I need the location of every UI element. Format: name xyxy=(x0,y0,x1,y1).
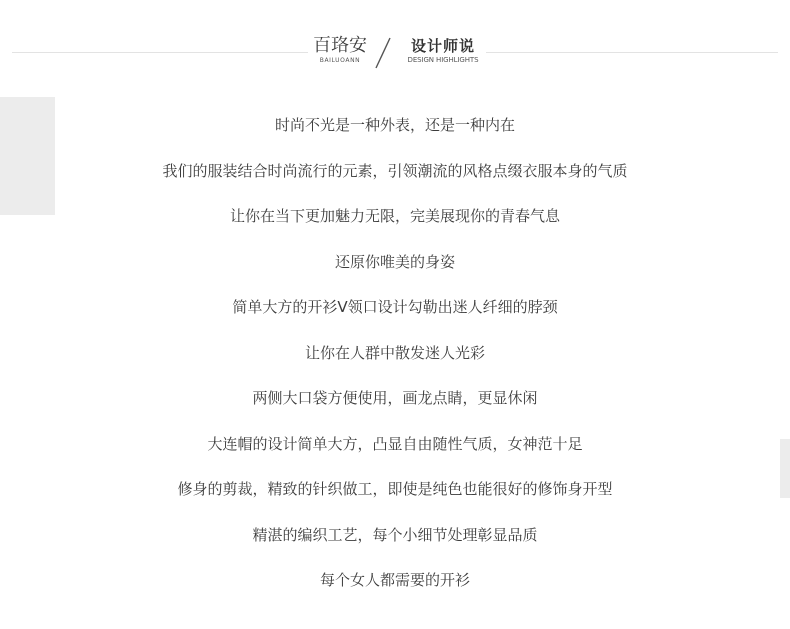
section-title xyxy=(398,37,488,65)
description-line: 大连帽的设计简单大方，凸显自由随性气质，女神范十足 xyxy=(207,434,583,453)
section-title-cn: 设计师说 xyxy=(410,37,475,55)
section-header xyxy=(0,30,790,76)
header-rule-left xyxy=(12,52,308,53)
section-title-en: DESIGN HIGHLIGHTS xyxy=(407,56,479,64)
description-line: 让你在人群中散发迷人光彩 xyxy=(304,343,485,362)
description-line: 还原你唯美的身姿 xyxy=(334,252,455,271)
brand-name-en: BAILUOANN xyxy=(319,57,361,64)
description-line: 每个女人都需要的开衫 xyxy=(319,571,470,589)
description-line: 我们的服装结合时尚流行的元素，引领潮流的风格点缀衣服本身的气质 xyxy=(162,161,628,180)
description-line: 时尚不光是一种外表，还是一种内在 xyxy=(274,116,515,134)
brand-name-cn: 百珞安 xyxy=(313,35,367,56)
brand-logo xyxy=(310,36,370,65)
description-line: 修身的剪裁，精致的针织做工，即使是纯色也能很好的修饰身开型 xyxy=(177,480,613,498)
description-line: 让你在当下更加魅力无限，完美展现你的青春气息 xyxy=(229,207,560,225)
description-line: 精湛的编织工艺，每个小细节处理彰显品质 xyxy=(252,525,538,544)
description-line: 简单大方的开衫V领口设计勾勒出迷人纤细的脖颈 xyxy=(232,298,558,316)
description-line: 两侧大口袋方便使用，画龙点睛，更显休闲 xyxy=(252,389,538,407)
description-list xyxy=(0,110,790,611)
header-rule-right xyxy=(486,52,778,53)
slash-divider xyxy=(373,36,393,70)
